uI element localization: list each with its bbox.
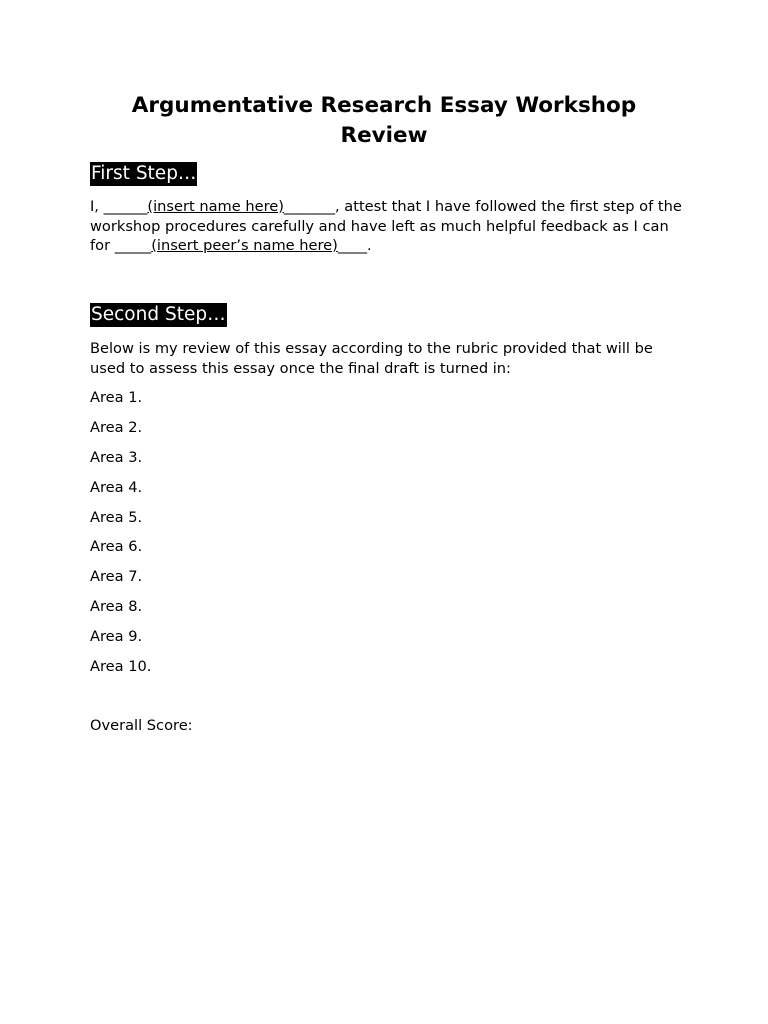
rubric-area-list — [90, 388, 151, 687]
second-step-heading: Second Step… — [91, 304, 226, 325]
review-intro-paragraph: Below is my review of this essay according to the rubric provided that will be used to assess this essay once the final draft is turned in: — [90, 340, 653, 377]
list-item: Area 1. — [90, 389, 143, 406]
list-item: Area 10. — [90, 658, 152, 676]
list-item: Area 3. — [90, 448, 143, 466]
name-placeholder: (insert name here) — [147, 198, 284, 215]
list-item: Area 7. — [90, 568, 143, 586]
attestation-paragraph — [90, 197, 682, 256]
list-item: Area 6. — [90, 538, 143, 556]
document-title: Argumentative Research Essay Workshop Review — [131, 93, 637, 148]
list-item: Area 5. — [90, 508, 143, 526]
list-item: Area 8. — [90, 598, 143, 616]
attestation-text-end: ____. — [337, 237, 372, 255]
overall-score-label: Overall Score: — [90, 717, 193, 734]
first-step-heading: First Step… — [91, 163, 197, 184]
list-item: Area 2. — [90, 418, 143, 436]
peer-name-placeholder: (insert peer’s name here) — [151, 237, 338, 255]
list-item: Area 9. — [90, 628, 143, 646]
list-item: Area 4. — [90, 478, 143, 496]
attestation-text-middle: _______, attest that I have followed the first step of the workshop procedures carefully and have left as much helpful feedback as I can for _____ — [90, 198, 682, 255]
attestation-text-start: I, ______ — [90, 198, 148, 215]
